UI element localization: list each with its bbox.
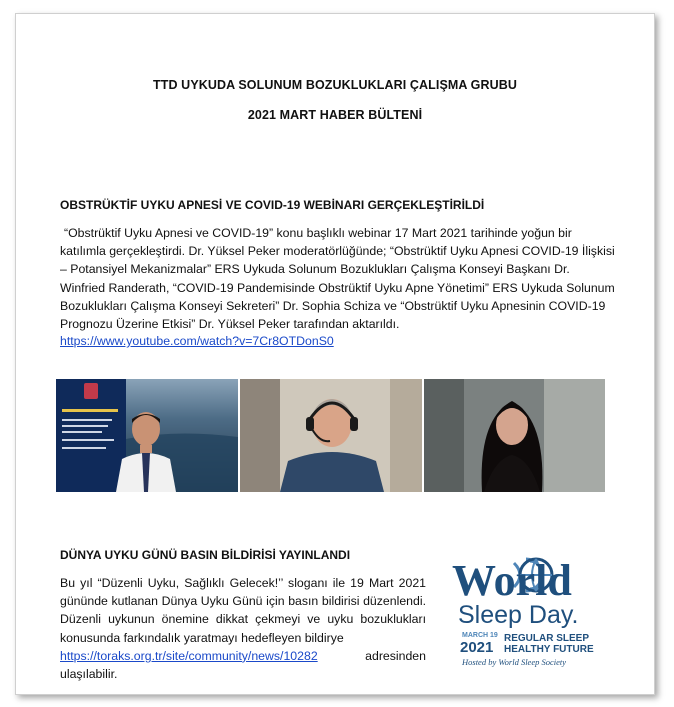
logo-year: 2021 bbox=[460, 639, 494, 656]
article2-text: Bu yıl “Düzenli Uyku, Sağlıklı Gelecek!’’ sloganı ile 19 Mart 2021 gününde kutlanan Dünya Uyku Günü için basın bildirisi düzenlendi. Düzenli uykunun önemine dikkat çekmeyi ve uyku bozuklukları konusunda farkındalık yaratmayı hedefleyen bildirye bbox=[60, 576, 426, 645]
speaker-video-2 bbox=[240, 379, 422, 492]
toraks-link[interactable]: https://toraks.org.tr/site/community/news/10282 bbox=[60, 648, 318, 663]
speaker-3-image bbox=[424, 379, 605, 492]
logo-hosted: Hosted by World Sleep Society bbox=[462, 657, 567, 667]
logo-slogan-2: HEALTHY FUTURE bbox=[504, 644, 594, 655]
article2-body bbox=[60, 574, 426, 683]
logo-sleepday: Sleep Day. bbox=[458, 601, 579, 629]
article1-heading: OBSTRÜKTİF UYKU APNESİ VE COVID-19 WEBİNARI GERÇEKLEŞTİRİLDİ bbox=[60, 198, 485, 212]
logo-world: World bbox=[452, 556, 572, 605]
article1-body: “Obstrüktif Uyku Apnesi ve COVID-19” konu başlıklı webinar 17 Mart 2021 tarihinde yoğun bir katılımla gerçekleştirdi. Dr. Yüksel Peker moderatörlüğünde; “Obstrüktif Uyku Apnesi COVID-19 İlişkisi – Potansiyel Mekanizmalar” ERS Uykuda Solunum Bozuklukları Çalışma Konseyi Başkanı Dr. Winfried Randerath, “COVID-19 Pandemisinde Obstrüktif Uyku Apne Yönetimi” ERS Uykuda Solunum Bozuklukları Çalışma Konseyi Sekreteri” Dr. Sophia Schiza ve “Obstrüktif Uyku Apnesinin COVID-19 Prognozu Üzerine Etkisi” Dr. Yüksel Peker tarafından aktarıldı. bbox=[60, 226, 615, 332]
bulletin-title: 2021 MART HABER BÜLTENİ bbox=[247, 108, 423, 122]
group-title: TTD UYKUDA SOLUNUM BOZUKLUKLARI ÇALIŞMA GRUBU bbox=[153, 78, 517, 92]
speaker-video-1 bbox=[56, 379, 238, 492]
youtube-link[interactable]: https://www.youtube.com/watch?v=7Cr8OTDonS0 bbox=[60, 334, 334, 348]
speaker-1-image bbox=[56, 379, 238, 492]
speaker-video-3 bbox=[424, 379, 605, 492]
logo-slogan-1: REGULAR SLEEP bbox=[504, 633, 590, 644]
newsletter-page bbox=[15, 13, 655, 695]
article2-last-line: ulaşılabilir. bbox=[60, 667, 118, 682]
world-sleep-day-logo bbox=[452, 515, 612, 675]
logo-date: MARCH 19 bbox=[462, 632, 498, 639]
article2-after-link: adresinden bbox=[365, 648, 426, 663]
article2-heading: DÜNYA UYKU GÜNÜ BASIN BİLDİRİSİ YAYINLANDI bbox=[60, 548, 351, 562]
webinar-screenshot bbox=[56, 379, 605, 492]
speaker-2-image bbox=[240, 379, 422, 492]
